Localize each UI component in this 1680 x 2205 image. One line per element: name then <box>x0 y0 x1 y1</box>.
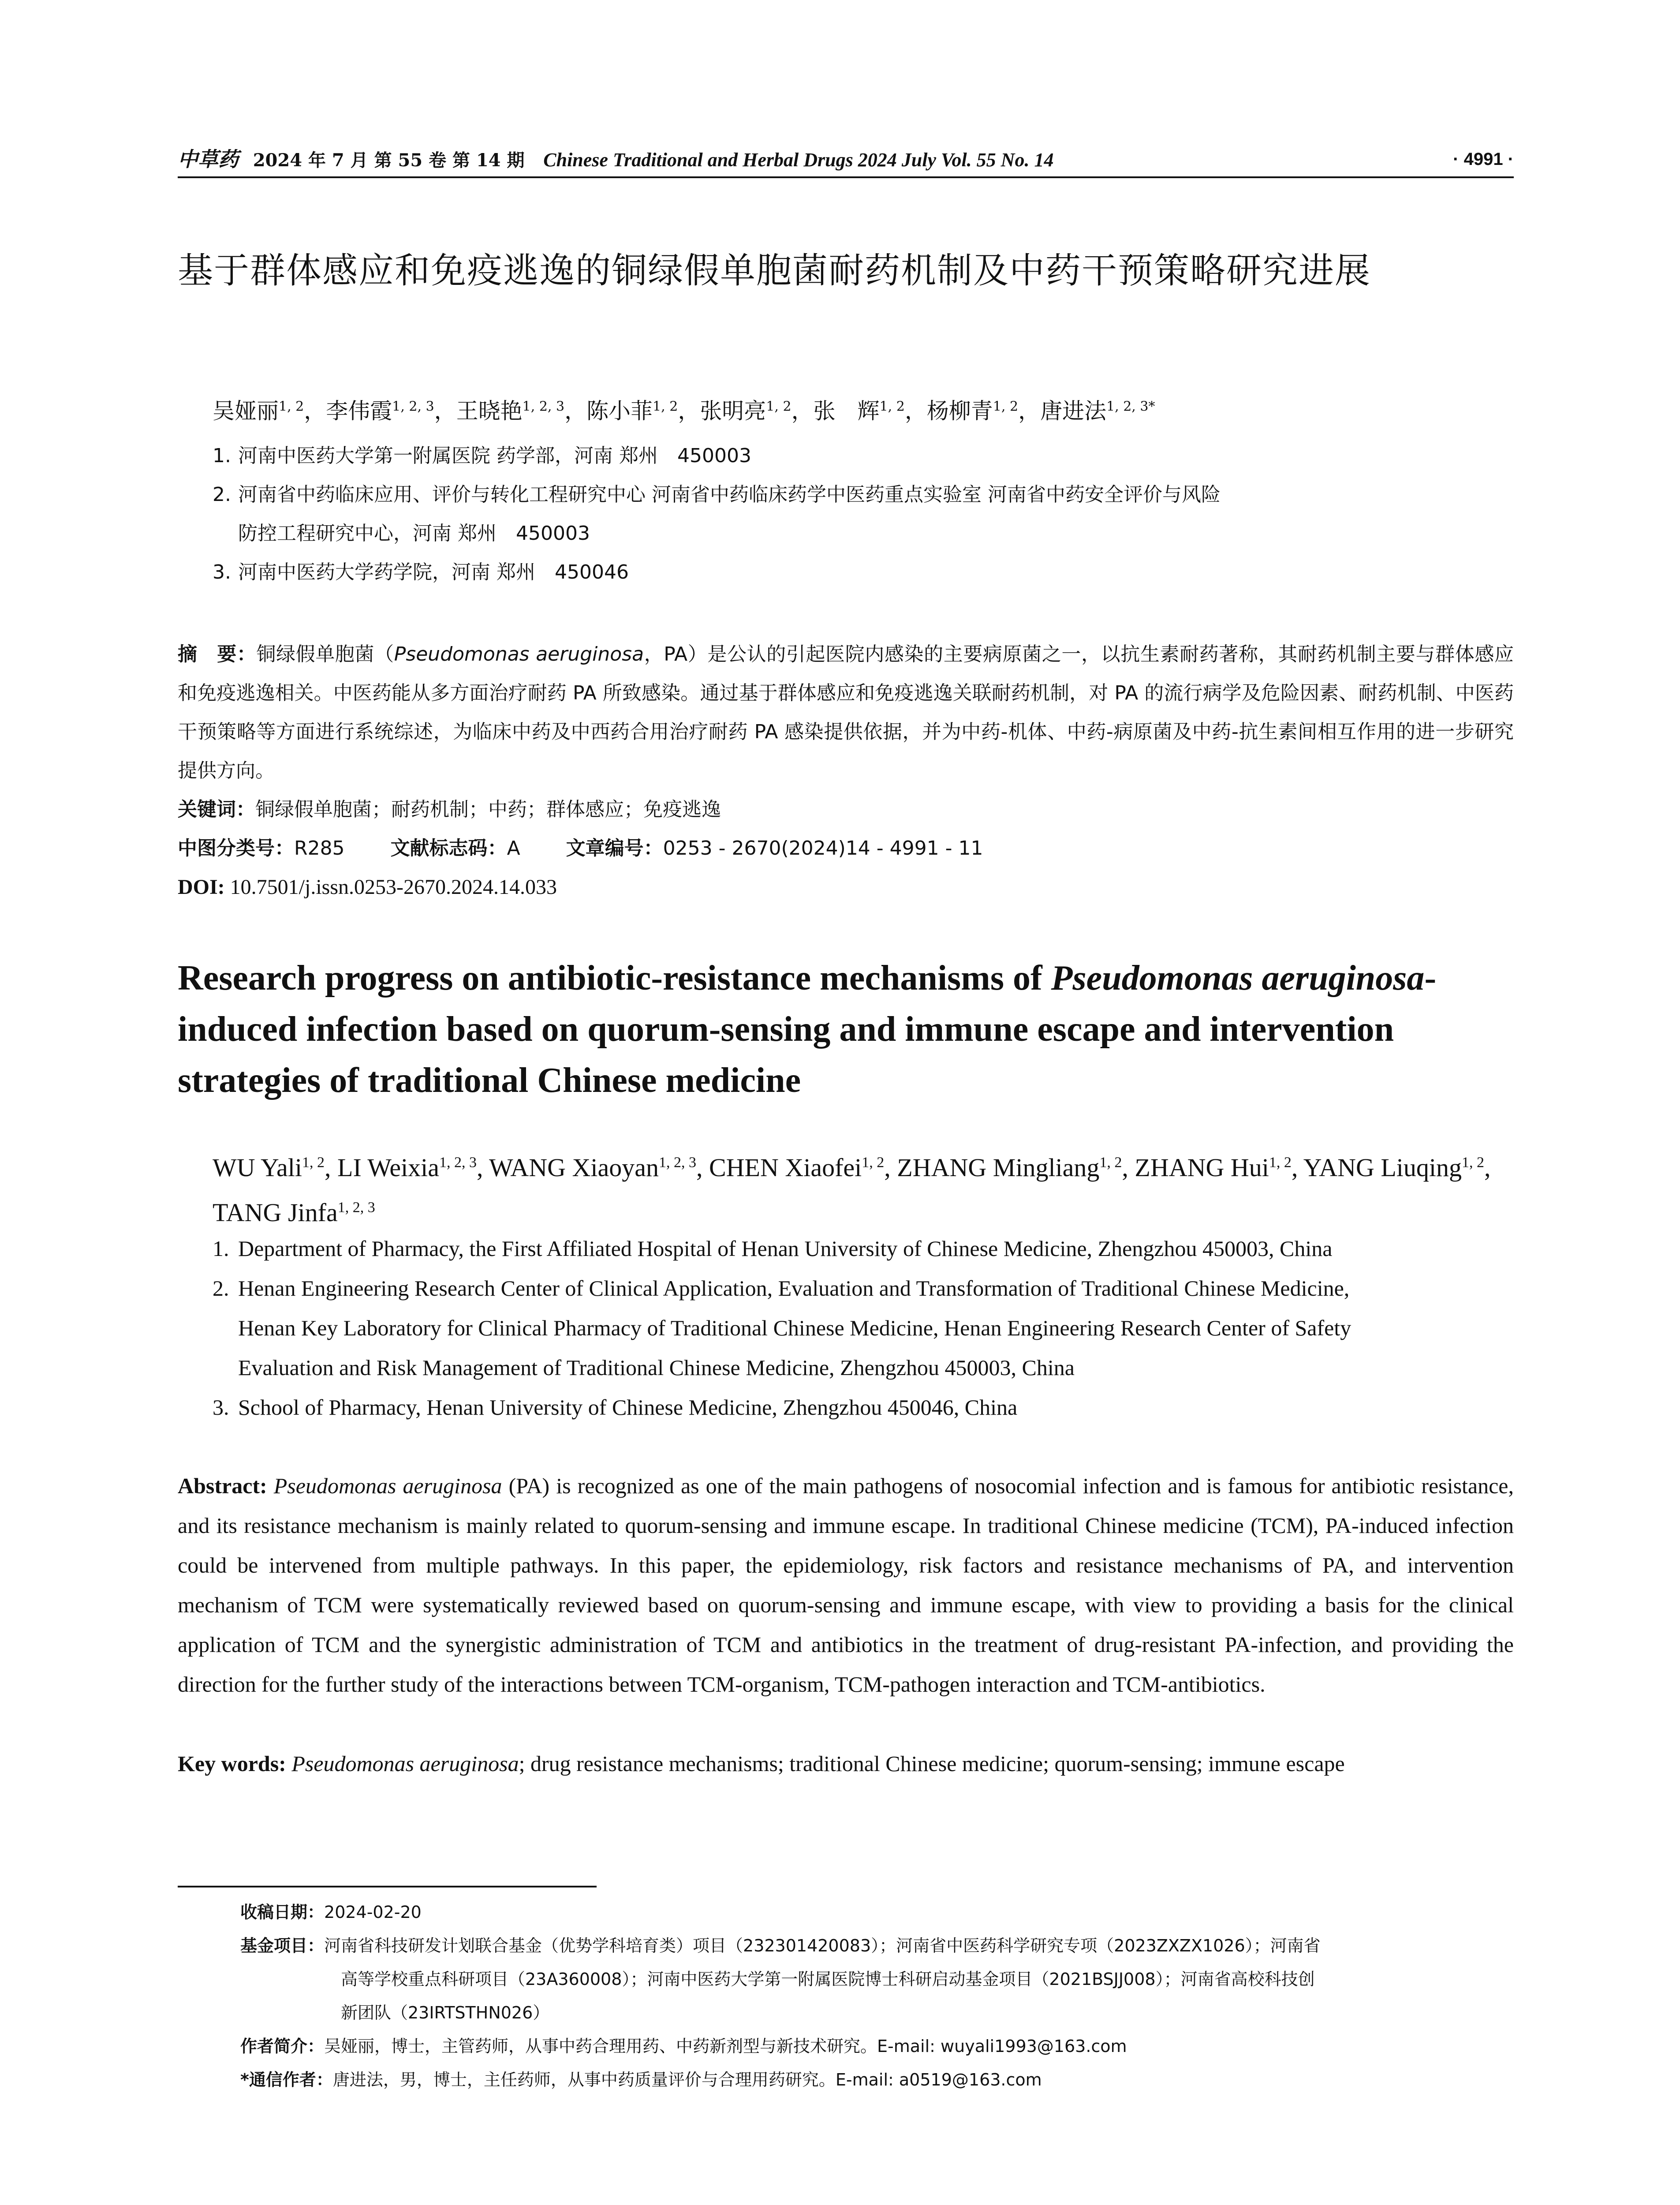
author <box>700 398 813 424</box>
author-affiliation-marker: 1, 2 <box>862 1155 885 1171</box>
author-affiliation-marker: 1, 2 <box>1462 1155 1485 1171</box>
author <box>213 398 326 424</box>
en-abstract-species: Pseudomonas aeruginosa <box>273 1473 502 1498</box>
author-affiliation-marker: 1, 2 <box>993 399 1019 414</box>
en-affiliation-2 <box>213 1268 1513 1387</box>
author-separator: ， <box>791 398 814 424</box>
author-name: WU Yali <box>213 1153 302 1182</box>
author-name: 张明亮 <box>700 398 766 424</box>
footnote-rule <box>178 1886 597 1887</box>
author <box>927 398 1040 424</box>
clc-label: 中图分类号： <box>178 837 294 860</box>
author-name: 王晓艳 <box>456 398 523 424</box>
affiliation-number: 1. <box>213 1236 229 1261</box>
article-no-label: 文章编号： <box>566 837 663 860</box>
author <box>1135 1153 1303 1182</box>
affiliation-text: Department of Pharmacy, the First Affiliated Hospital of Henan University of Chinese Medicine, Zhengzhou 450003, China <box>238 1236 1333 1261</box>
author <box>213 1198 375 1227</box>
journal-logo: 中草药 <box>178 147 239 171</box>
author-affiliation-marker: 1, 2 <box>302 1155 325 1171</box>
author <box>1303 1153 1491 1182</box>
cn-abstract-label: 摘 要： <box>178 643 257 665</box>
author-separator: , <box>1122 1153 1135 1182</box>
en-affiliation-1 <box>213 1229 1513 1268</box>
footnote-funding <box>240 1929 1515 2029</box>
author-name: 李伟霞 <box>326 398 392 424</box>
cn-affiliation-1 <box>213 437 1513 475</box>
author <box>213 1153 337 1182</box>
issue-info-cn: 2024 年 7 月 第 55 卷 第 14 期 <box>253 150 525 171</box>
clc-value: R285 <box>294 837 345 860</box>
corresponding-text: 唐进法，男，博士，主任药师，从事中药质量评价与合理用药研究。E-mail: a0519@163.com <box>332 2070 1042 2089</box>
author-separator: ， <box>904 398 927 424</box>
author-affiliation-marker: 1, 2, 3 <box>522 399 565 414</box>
author-separator: ， <box>564 398 587 424</box>
author-affiliation-marker: 1, 2 <box>653 399 678 414</box>
author-name: LI Weixia <box>337 1153 440 1182</box>
author-affiliation-marker: 1, 2, 3 <box>658 1155 696 1171</box>
affiliation-text: School of Pharmacy, Henan University of Chinese Medicine, Zhengzhou 450046, China <box>238 1395 1018 1420</box>
author-separator: ， <box>678 398 700 424</box>
cn-abstract <box>178 635 1514 790</box>
author <box>337 1153 489 1182</box>
funding-text: 河南省科技研发计划联合基金（优势学科培育类）项目（232301420083）；河南省中医药科学研究专项（2023ZXZX1026）；河南省 <box>324 1936 1321 1955</box>
affiliation-number: 2. <box>213 1276 229 1301</box>
cn-keywords-text: 铜绿假单胞菌；耐药机制；中药；群体感应；免疫逃逸 <box>255 798 721 821</box>
author-separator: , <box>1484 1153 1491 1182</box>
funding-text-cont: 高等学校重点科研项目（23A360008）；河南中医药大学第一附属医院博士科研启动基金项目（2021BSJJ008）；河南省高校科技创 <box>341 1970 1315 1989</box>
author-name: ZHANG Hui <box>1135 1153 1269 1182</box>
running-header <box>178 146 1514 173</box>
author-separator: , <box>325 1153 338 1182</box>
author-separator: , <box>1291 1153 1303 1182</box>
author-name: 杨柳青 <box>926 398 993 424</box>
funding-text-cont: 新团队（23IRTSTHN026） <box>341 2003 550 2022</box>
author-separator: , <box>696 1153 709 1182</box>
received-label: 收稿日期： <box>240 1902 325 1922</box>
author-name: CHEN Xiaofei <box>709 1153 862 1182</box>
en-keywords-species: Pseudomonas aeruginosa <box>291 1751 519 1776</box>
author-affiliation-marker: 1, 2, 3 <box>337 1199 375 1216</box>
en-author-list <box>213 1143 1513 1233</box>
author <box>489 1153 709 1182</box>
cn-abstract-text-pre: 铜绿假单胞菌（ <box>256 643 394 665</box>
author-name: 张 辉 <box>813 398 880 424</box>
author <box>586 398 700 424</box>
cn-keywords-label: 关键词： <box>178 798 255 821</box>
author-affiliation-marker: 1, 2 <box>279 399 304 414</box>
affiliation-number: 2. <box>213 483 231 506</box>
doc-code-label: 文献标志码： <box>390 837 507 860</box>
affiliation-text: 河南省中药临床应用、评价与转化工程研究中心 河南省中药临床药学中医药重点实验室 河南省中药安全评价与风险 <box>238 483 1221 506</box>
cn-abstract-species: Pseudomonas aeruginosa <box>394 643 644 665</box>
footnote-corresponding <box>240 2063 1515 2097</box>
footnote-received <box>240 1895 1515 1929</box>
affiliation-text-cont: Henan Key Laboratory for Clinical Pharmacy of Traditional Chinese Medicine, Henan Engineering Research Center of Safety <box>238 1316 1351 1340</box>
issue-info-en: Chinese Traditional and Herbal Drugs 2024 July Vol. 55 No. 14 <box>543 149 1054 171</box>
en-title-species: Pseudomonas aeruginosa <box>1051 959 1425 998</box>
cn-keywords <box>178 790 1514 829</box>
doc-code-value: A <box>507 837 520 860</box>
author-separator: ， <box>304 398 326 424</box>
cn-affiliation-2 <box>213 475 1513 553</box>
author-affiliation-marker: 1, 2 <box>1269 1155 1292 1171</box>
author-separator: ， <box>1018 398 1041 424</box>
affiliation-number: 3. <box>213 1395 229 1420</box>
header-rule <box>178 176 1514 178</box>
en-title-part: Research progress on antibiotic-resistance mechanisms of <box>178 959 1051 998</box>
received-date: 2024-02-20 <box>324 1902 422 1922</box>
affiliation-text: 河南中医药大学第一附属医院 药学部，河南 郑州 450003 <box>238 445 751 467</box>
author-separator: , <box>884 1153 897 1182</box>
cn-author-list <box>213 389 1513 429</box>
en-affiliation-3 <box>213 1387 1513 1427</box>
cn-classification-line <box>178 829 1514 868</box>
doi-link[interactable]: 10.7501/j.issn.0253-2670.2024.14.033 <box>230 875 557 899</box>
footnote-author-bio <box>240 2029 1515 2063</box>
en-keywords-text: ; drug resistance mechanisms; traditional Chinese medicine; quorum-sensing; immune escape <box>519 1751 1345 1776</box>
author-affiliation-marker: 1, 2, 3* <box>1106 399 1155 414</box>
author-affiliation-marker: 1, 2 <box>879 399 905 414</box>
author <box>1040 398 1155 424</box>
author-name: ZHANG Mingliang <box>897 1153 1100 1182</box>
en-title-part: -induced infection based on quorum-sensing and immune escape and intervention strategies of traditional Chinese medicine <box>178 959 1437 1100</box>
author-separator: , <box>477 1153 489 1182</box>
author <box>456 398 586 424</box>
author-name: YANG Liuqing <box>1303 1153 1462 1182</box>
author-separator: ， <box>434 398 456 424</box>
author-bio-text: 吴娅丽，博士，主管药师，从事中药合理用药、中药新剂型与新技术研究。E-mail: wuyali1993@163.com <box>324 2037 1127 2056</box>
doi-label: DOI: <box>178 875 225 899</box>
affiliation-text-cont: Evaluation and Risk Management of Traditional Chinese Medicine, Zhengzhou 450003, China <box>238 1355 1075 1380</box>
en-keywords-label: Key words: <box>178 1751 286 1776</box>
article-no-value: 0253 - 2670(2024)14 - 4991 - 11 <box>663 837 983 860</box>
author <box>326 398 456 424</box>
cn-title: 基于群体感应和免疫逃逸的铜绿假单胞菌耐药机制及中药干预策略研究进展 <box>178 250 1371 291</box>
author <box>897 1153 1135 1182</box>
doi-line <box>178 868 1514 907</box>
affiliation-number: 1. <box>213 445 231 467</box>
author-affiliation-marker: 1, 2, 3 <box>439 1155 477 1171</box>
affiliation-text: 河南中医药大学药学院，河南 郑州 450046 <box>238 561 629 583</box>
author-name: WANG Xiaoyan <box>489 1153 659 1182</box>
author <box>814 398 927 424</box>
cn-abstract-text: ，PA）是公认的引起医院内感染的主要病原菌之一，以抗生素耐药著称，其耐药机制主要与群体感应和免疫逃逸相关。中医药能从多方面治疗耐药 PA 所致感染。通过基于群体感应和免疫逃逸关联耐药机制，对 PA 的流行病学及危险因素、耐药机制、中医药干预策略等方面进行系统综述，为临床中药及中西药合用治疗耐药 PA 感染提供依据，并为中药-机体、中药-病原菌及中药-抗生素间相互作用的进一步研究提供方向。 <box>178 643 1514 782</box>
corresponding-label: *通信作者： <box>240 2070 333 2089</box>
en-abstract <box>178 1466 1514 1704</box>
en-title <box>178 953 1514 1106</box>
affiliation-text-cont: 防控工程研究中心，河南 郑州 450003 <box>238 522 590 545</box>
author-bio-label: 作者简介： <box>240 2037 325 2056</box>
author-name: TANG Jinfa <box>213 1198 338 1227</box>
funding-label: 基金项目： <box>240 1936 325 1955</box>
cn-affiliation-3 <box>213 553 1513 592</box>
page-number: · 4991 · <box>1453 149 1514 169</box>
en-keywords <box>178 1744 1514 1783</box>
author-affiliation-marker: 1, 2 <box>1099 1155 1122 1171</box>
author <box>709 1153 897 1182</box>
en-abstract-label: Abstract: <box>178 1473 267 1498</box>
author-name: 吴娅丽 <box>213 398 279 424</box>
author-name: 陈小菲 <box>586 398 653 424</box>
affiliation-text: Henan Engineering Research Center of Clinical Application, Evaluation and Transformation of Traditional Chinese Medicine, <box>238 1276 1350 1301</box>
en-abstract-text: (PA) is recognized as one of the main pathogens of nosocomial infection and is famous for antibiotic resistance, and its resistance mechanism is mainly related to quorum-sensing and immune escape. In traditional Chinese medicine (TCM), PA-induced infection could be intervened from multiple pathways. In this paper, the epidemiology, risk factors and resistance mechanisms of PA, and intervention mechanism of TCM were systematically reviewed based on quorum-sensing and immune escape, with view to providing a basis for the clinical application of TCM and the synergistic administration of TCM and antibiotics in the treatment of drug-resistant PA-infection, and providing the direction for the further study of the interactions between TCM-organism, TCM-pathogen interaction and TCM-antibiotics. <box>178 1473 1514 1697</box>
author-affiliation-marker: 1, 2, 3 <box>392 399 434 414</box>
author-name: 唐进法 <box>1040 398 1107 424</box>
affiliation-number: 3. <box>213 561 231 583</box>
author-affiliation-marker: 1, 2 <box>766 399 791 414</box>
